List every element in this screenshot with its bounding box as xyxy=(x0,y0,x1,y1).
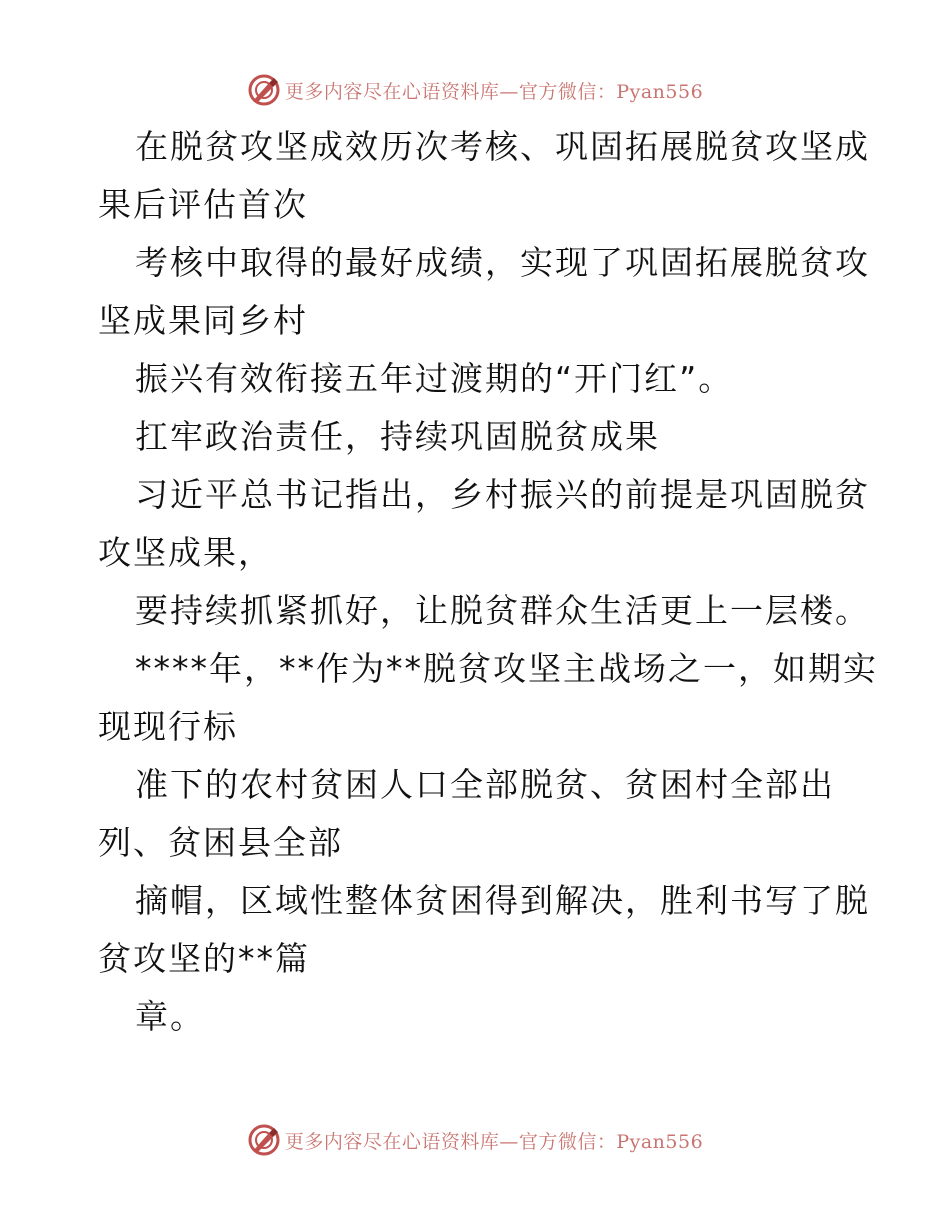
body-line: 坚成果同乡村 xyxy=(98,301,308,340)
body-line: 攻坚成果， xyxy=(98,533,273,572)
body-line: 在脱贫攻坚成效历次考核、巩固拓展脱贫攻坚成 xyxy=(135,127,870,166)
section-heading-line: 扛牢政治责任，持续巩固脱贫成果 xyxy=(135,417,660,456)
body-line: ****年，**作为**脱贫攻坚主战场之一，如期实 xyxy=(135,649,878,688)
header-banner xyxy=(0,70,950,110)
footer-banner xyxy=(0,1120,950,1160)
pen-logo-icon xyxy=(247,1123,281,1157)
header-banner-text: 更多内容尽在心语资料库—官方微信：Pyan556 xyxy=(284,80,704,103)
pen-logo-icon xyxy=(247,73,281,107)
body-line: 考核中取得的最好成绩，实现了巩固拓展脱贫攻 xyxy=(135,243,870,282)
body-line: 摘帽，区域性整体贫困得到解决，胜利书写了脱 xyxy=(135,881,870,920)
body-line: 列、贫困县全部 xyxy=(98,823,343,862)
body-line: 现现行标 xyxy=(98,707,238,746)
body-line: 章。 xyxy=(135,997,205,1036)
body-line: 振兴有效衔接五年过渡期的“开门红”。 xyxy=(135,359,734,398)
body-line: 要持续抓紧抓好，让脱贫群众生活更上一层楼。 xyxy=(135,591,870,630)
document-body xyxy=(98,118,878,1046)
body-line: 果后评估首次 xyxy=(98,185,308,224)
footer-banner-text: 更多内容尽在心语资料库—官方微信：Pyan556 xyxy=(284,1130,704,1153)
body-line: 准下的农村贫困人口全部脱贫、贫困村全部出 xyxy=(135,765,835,804)
body-line: 贫攻坚的**篇 xyxy=(98,939,310,978)
body-line: 习近平总书记指出，乡村振兴的前提是巩固脱贫 xyxy=(135,475,870,514)
